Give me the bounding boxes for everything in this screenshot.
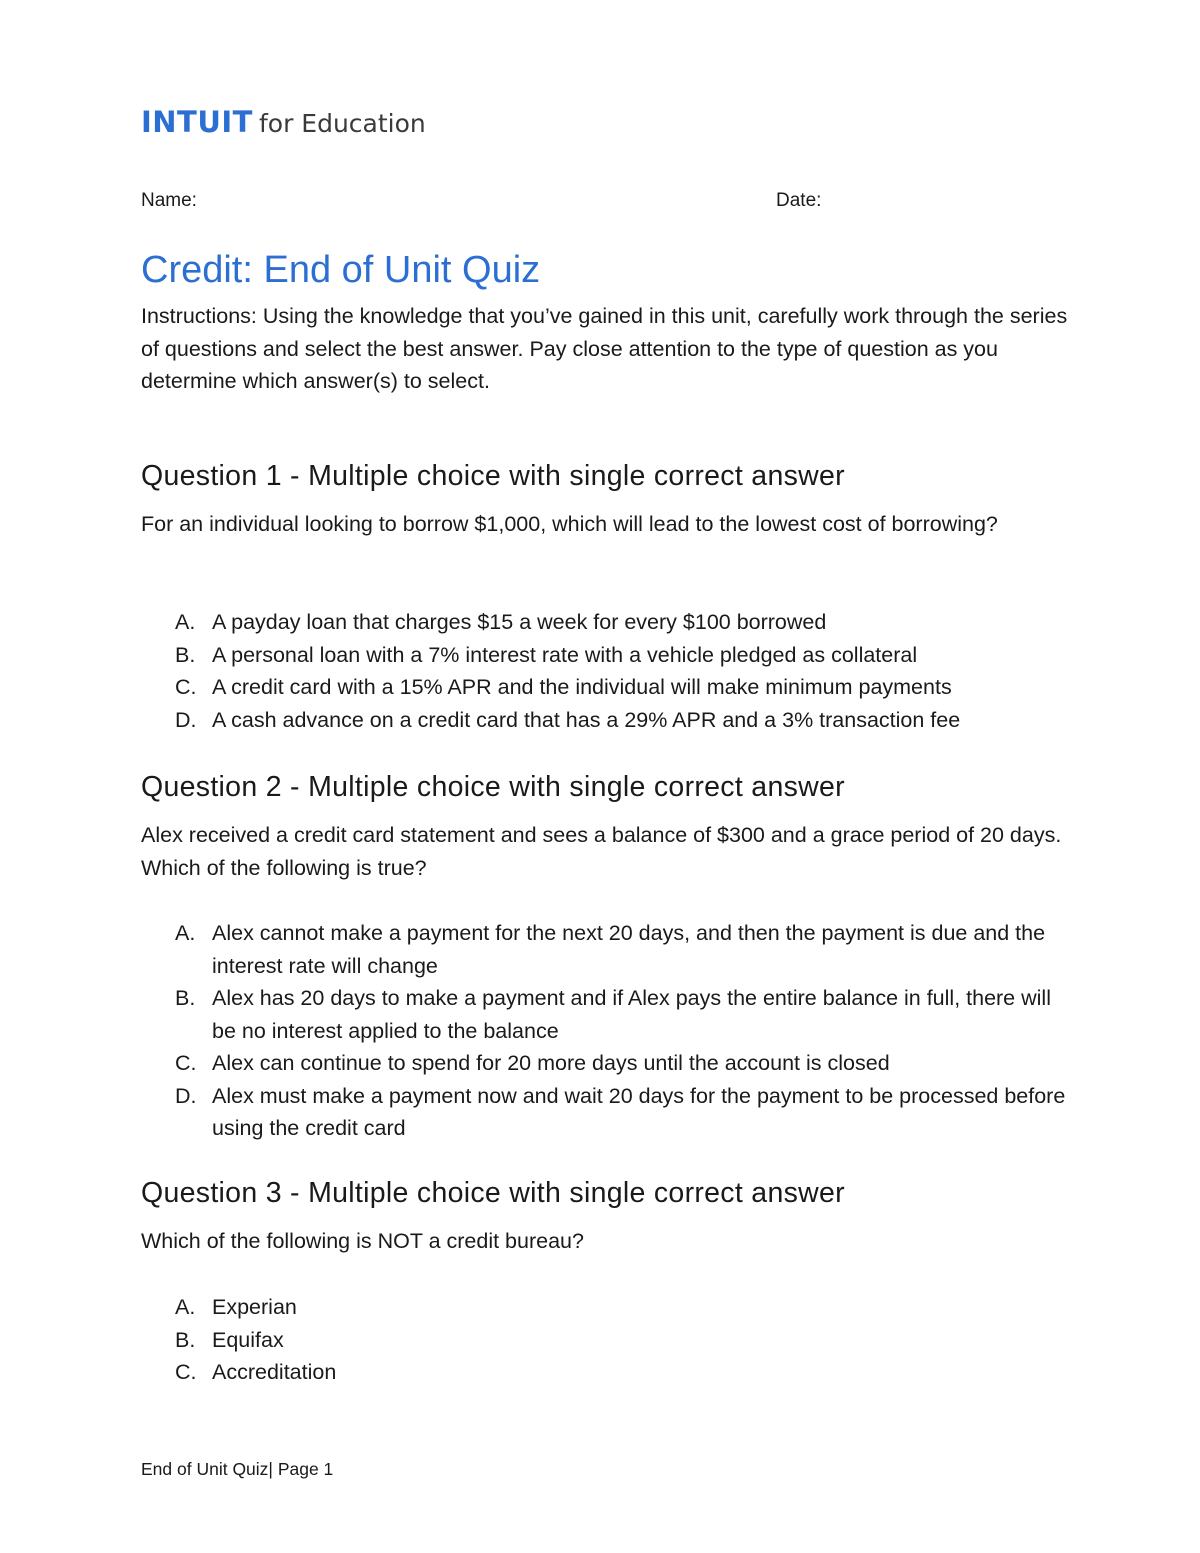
- option-letter: A.: [175, 921, 196, 945]
- logo-wordmark: INTUIT: [141, 105, 253, 139]
- question-2-text: Alex received a credit card statement and sees a balance of $300 and a grace period of 20 days. Which of the following is true?: [141, 823, 1062, 880]
- question-2-options: [175, 917, 1075, 1145]
- question-2-option-b: [175, 982, 1075, 1047]
- date-field-label: Date:: [776, 190, 822, 211]
- option-text: Alex can continue to spend for 20 more days until the account is closed: [212, 1051, 890, 1075]
- question-2-option-c: [175, 1047, 1075, 1080]
- option-text: A payday loan that charges $15 a week for every $100 borrowed: [212, 610, 827, 634]
- option-text: A cash advance on a credit card that has a 29% APR and a 3% transaction fee: [212, 707, 961, 732]
- option-text: Equifax: [212, 1327, 284, 1352]
- option-letter: B.: [175, 642, 196, 667]
- option-letter: D.: [175, 1083, 197, 1108]
- option-letter: A.: [175, 610, 196, 634]
- question-1-option-c: [175, 671, 1075, 704]
- option-letter: C.: [175, 1360, 197, 1384]
- option-letter: D.: [175, 707, 197, 732]
- option-letter: C.: [175, 1051, 197, 1075]
- question-1-text: For an individual looking to borrow $1,000, which will lead to the lowest cost of borrowing?: [141, 512, 998, 536]
- intuit-for-education-logo: [141, 105, 426, 139]
- logo-subtitle: for Education: [258, 109, 426, 138]
- question-1-options: [175, 606, 1075, 736]
- question-2-option-d: [175, 1080, 1075, 1145]
- question-3-option-b: [175, 1324, 1075, 1357]
- question-1-option-a: [175, 606, 1075, 639]
- question-2-heading: Question 2 - Multiple choice with single correct answer: [141, 771, 845, 803]
- option-text: Alex cannot make a payment for the next 20 days, and then the payment is due and the interest rate will change: [212, 921, 1046, 978]
- question-1-option-d: [175, 704, 1075, 737]
- question-2-option-a: [175, 917, 1075, 982]
- option-text: Accreditation: [212, 1360, 337, 1384]
- question-3-option-a: [175, 1291, 1075, 1324]
- question-1-heading: Question 1 - Multiple choice with single correct answer: [141, 460, 845, 492]
- option-letter: C.: [175, 675, 197, 699]
- question-3-options: [175, 1291, 1075, 1389]
- question-1-option-b: [175, 639, 1075, 672]
- option-text: A personal loan with a 7% interest rate with a vehicle pledged as collateral: [212, 642, 918, 667]
- option-text: A credit card with a 15% APR and the individual will make minimum payments: [212, 675, 952, 699]
- page-footer: End of Unit Quiz| Page 1: [141, 1459, 334, 1479]
- option-text: Experian: [212, 1295, 297, 1319]
- option-letter: B.: [175, 1327, 196, 1352]
- option-letter: B.: [175, 986, 196, 1010]
- instructions-paragraph: Instructions: Using the knowledge that you’ve gained in this unit, carefully work through the series of questions and select the best answer. Pay close attention to the type of question as you determine which answer(s) to select.: [141, 304, 1068, 393]
- option-text: Alex has 20 days to make a payment and if Alex pays the entire balance in full, there will be no interest applied to the balance: [212, 986, 1051, 1043]
- page-title: Credit: End of Unit Quiz: [141, 249, 541, 291]
- question-3-text: Which of the following is NOT a credit bureau?: [141, 1229, 584, 1253]
- question-3-heading: Question 3 - Multiple choice with single correct answer: [141, 1177, 845, 1209]
- option-letter: A.: [175, 1295, 196, 1319]
- name-field-label: Name:: [141, 190, 197, 211]
- option-text: Alex must make a payment now and wait 20 days for the payment to be processed before using the credit card: [212, 1083, 1066, 1140]
- question-3-option-c: [175, 1356, 1075, 1389]
